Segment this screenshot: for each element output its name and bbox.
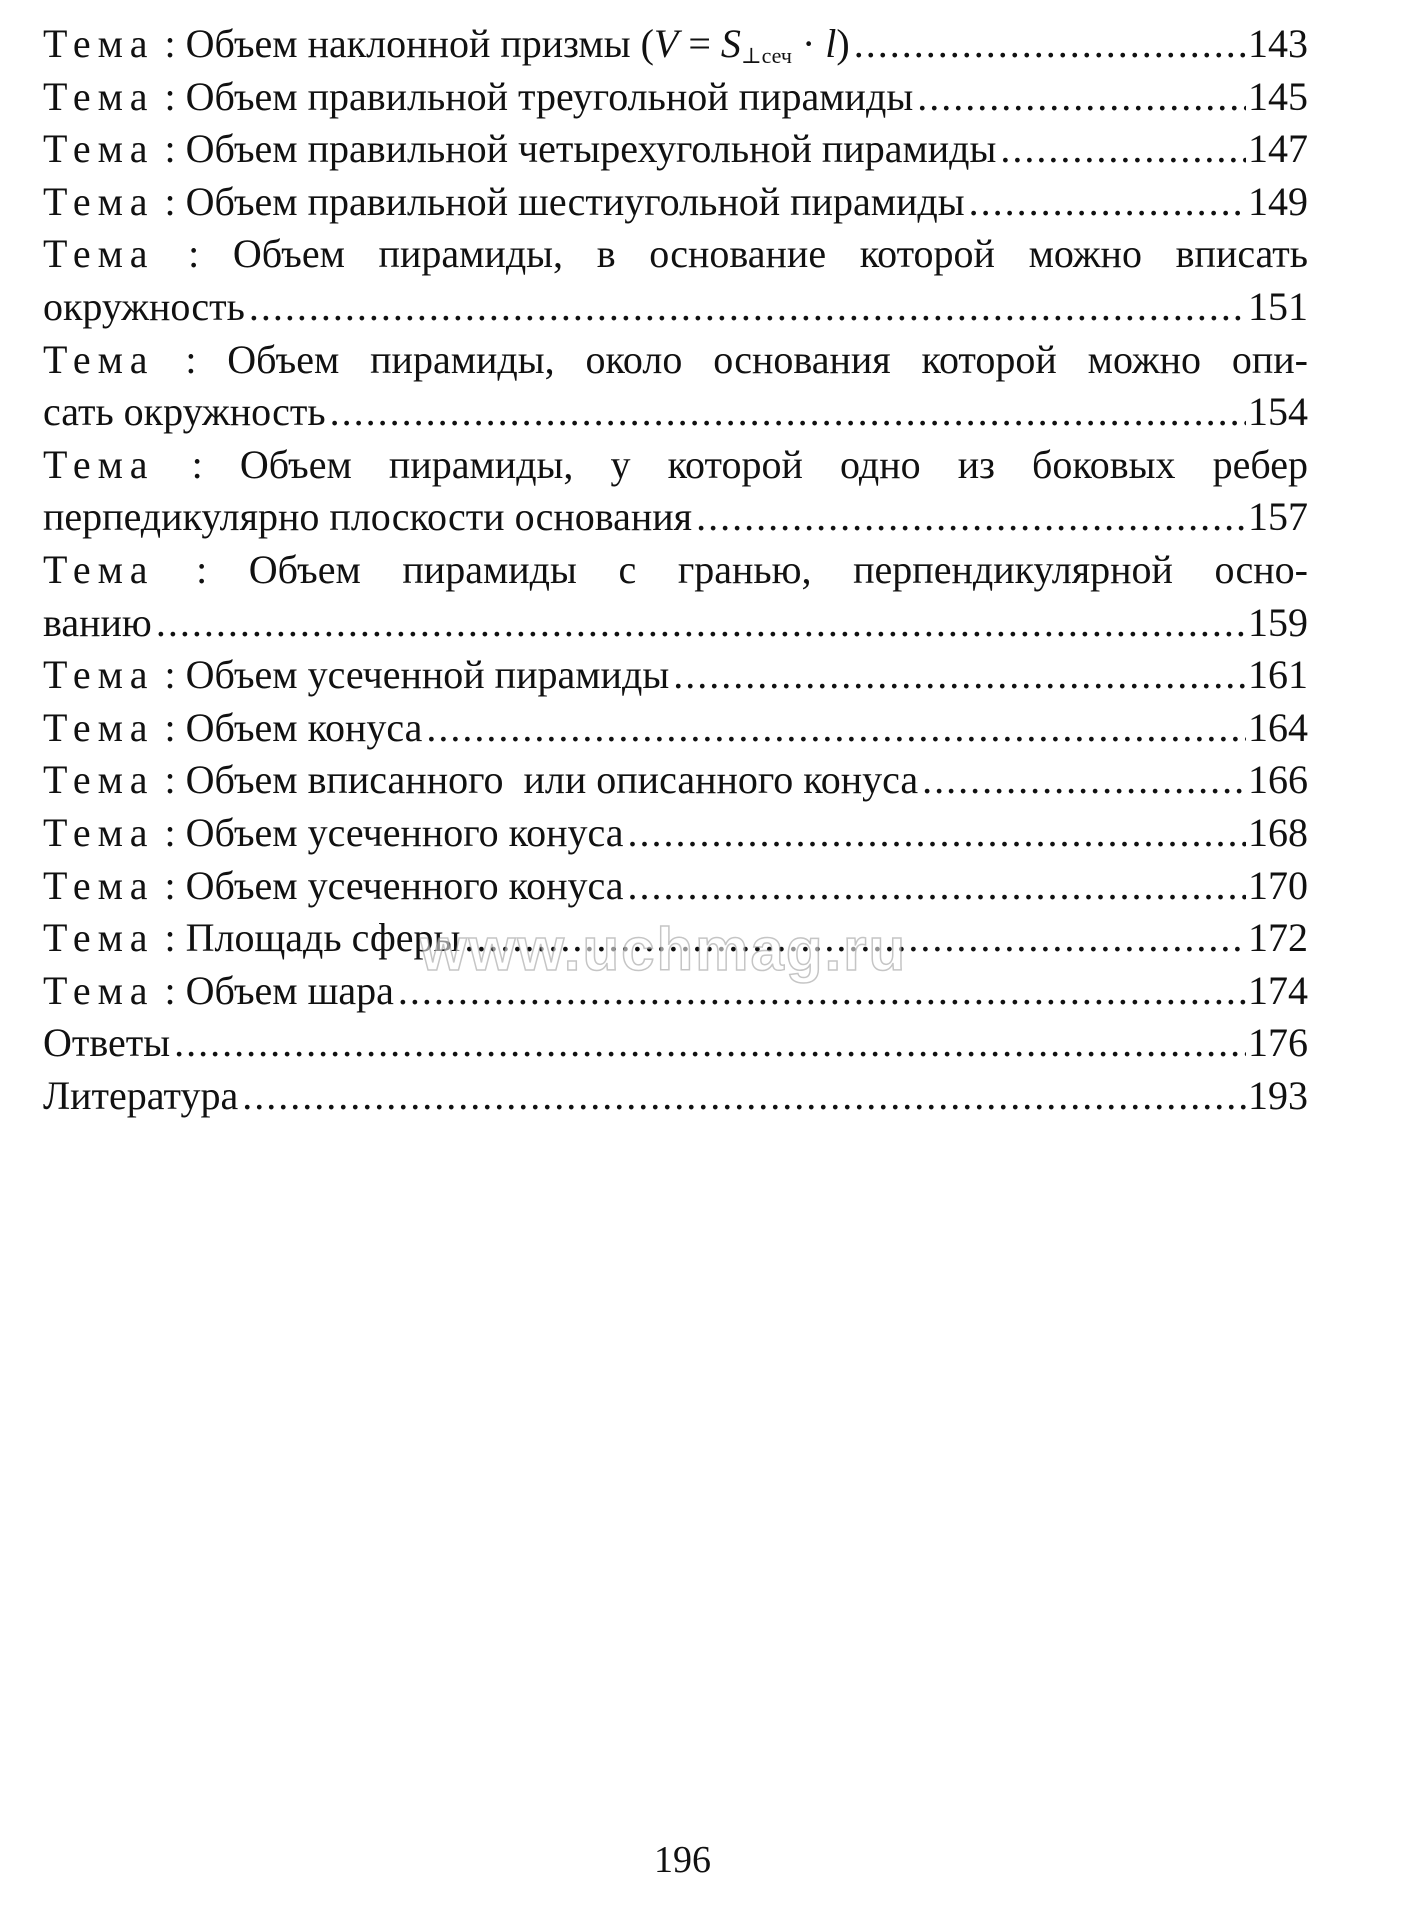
dot-leader	[156, 597, 1246, 650]
toc-entry-label: Тема	[43, 73, 155, 119]
dot-leader	[917, 71, 1246, 124]
toc-entry-label: Тема	[43, 809, 155, 855]
toc-entry-title: Объем пирамиды, у которой одно из боковых ребер	[239, 441, 1308, 487]
toc-entry[interactable]: Тема : Объем шара ..... 174	[43, 965, 1308, 1018]
toc-entry-label: Тема	[43, 21, 155, 66]
dot-leader	[854, 18, 1246, 71]
toc-entry-label: Тема	[43, 546, 155, 592]
toc-entry[interactable]	[43, 1017, 1308, 1070]
dot-leader	[673, 649, 1246, 702]
toc-page-number: 149	[1248, 178, 1308, 224]
toc-entry-title-cont: сать окружность	[43, 389, 326, 435]
toc-entry-title-cont: перпедикулярно плоскости основания	[43, 494, 693, 540]
toc-entry-title: Объем усеченной пирамиды	[185, 652, 670, 698]
toc-page-number: 164	[1248, 704, 1308, 750]
dot-leader	[969, 176, 1246, 229]
formula: $V = S_{\perp сеч} \cdot l$	[653, 21, 837, 68]
toc-entry-title: Объем пирамиды, около основания которой можно опи-	[227, 336, 1308, 382]
toc-entry-title: Площадь сферы	[185, 915, 461, 961]
toc-entry[interactable]: Тема : Объем усеченной пирамиды ..... 161	[43, 649, 1308, 702]
dot-leader	[627, 860, 1246, 913]
dot-leader	[242, 1070, 1246, 1123]
toc-entry-title: Объем пирамиды, в основание которой можно вписать	[232, 231, 1308, 277]
toc-entry[interactable]: Тема : Объем пирамиды, у которой одно из боковых ребер перпедикулярно плоскости основания ..... 157	[43, 439, 1308, 544]
toc-page-number: 172	[1248, 915, 1308, 961]
toc-entry[interactable]: Тема : Объем правильной треугольной пирамиды ..... 145	[43, 71, 1308, 124]
toc-entry-title: Объем пирамиды с гранью, перпендикулярной осно-	[248, 546, 1308, 592]
toc-page-number: 154	[1248, 389, 1308, 435]
toc-page-number: 159	[1248, 599, 1308, 645]
toc-entry-title: Объем усеченного конуса	[185, 862, 624, 908]
toc-entry[interactable]	[43, 1070, 1308, 1123]
toc-entry[interactable]: Тема : Площадь сферы ..... 172	[43, 912, 1308, 965]
dot-leader	[249, 281, 1246, 334]
toc-entry[interactable]: Тема : Объем правильной шестиугольной пирамиды ..... 149	[43, 176, 1308, 229]
toc-entry-label: Тема	[43, 862, 155, 908]
table-of-contents	[43, 18, 1308, 1122]
dot-leader	[426, 702, 1246, 755]
toc-page-number: 170	[1248, 862, 1308, 908]
toc-page-number: 161	[1248, 652, 1308, 698]
toc-entry-title: Ответы	[43, 1020, 171, 1066]
toc-entry-title: Литература	[43, 1072, 239, 1118]
toc-entry-title-cont: ванию	[43, 599, 152, 645]
toc-entry-title: Объем правильной шестиугольной пирамиды	[185, 178, 965, 224]
toc-entry[interactable]: Тема : Объем усеченного конуса ..... 168	[43, 807, 1308, 860]
toc-page-number: 143	[1248, 21, 1308, 66]
toc-entry-label: Тема	[43, 652, 155, 698]
toc-entry-title-cont: окружность	[43, 283, 245, 329]
toc-entry[interactable]: Тема : Объем пирамиды, около основания которой можно опи- сать окружность ..... 154	[43, 334, 1308, 439]
toc-entry[interactable]: Тема : Объем конуса ..... 164	[43, 702, 1308, 755]
toc-entry[interactable]: Тема : Объем наклонной призмы ( $V = S_{\perp сеч} \cdot l$ ) ..... 143	[43, 18, 1308, 71]
toc-page-number: 176	[1248, 1020, 1308, 1066]
dot-leader	[398, 965, 1246, 1018]
toc-entry-label: Тема	[43, 178, 155, 224]
watermark: www.uchmag.ru	[420, 916, 908, 983]
toc-entry-title: Объем усеченного конуса	[185, 809, 624, 855]
toc-entry[interactable]: Тема : Объем правильной четырехугольной пирамиды ..... 147	[43, 123, 1308, 176]
dot-leader	[174, 1017, 1246, 1070]
toc-page-number: 147	[1248, 126, 1308, 172]
toc-page-number: 193	[1248, 1072, 1308, 1118]
dot-leader	[627, 807, 1246, 860]
toc-page-number: 157	[1248, 494, 1308, 540]
toc-entry-label: Тема	[43, 915, 155, 961]
toc-entry-title: Объем вписанного или описанного конуса	[185, 757, 919, 803]
toc-entry[interactable]: Тема : Объем вписанного или описанного конуса ..... 166	[43, 754, 1308, 807]
toc-page-number: 145	[1248, 73, 1308, 119]
dot-leader	[330, 386, 1246, 439]
toc-entry-title: Объем правильной четырехугольной пирамиды	[185, 126, 997, 172]
dot-leader	[464, 912, 1246, 965]
toc-entry[interactable]: Тема : Объем пирамиды с гранью, перпендикулярной осно- ванию ..... 159	[43, 544, 1308, 649]
toc-entry-title: Объем правильной треугольной пирамиды	[185, 73, 914, 119]
toc-page-number: 166	[1248, 757, 1308, 803]
toc-entry-label: Тема	[43, 757, 155, 803]
toc-entry-label: Тема	[43, 231, 155, 277]
toc-entry[interactable]: Тема : Объем усеченного конуса ..... 170	[43, 860, 1308, 913]
dot-leader	[696, 491, 1246, 544]
toc-page-number: 174	[1248, 967, 1308, 1013]
toc-entry-label: Тема	[43, 704, 155, 750]
toc-page-number: 168	[1248, 809, 1308, 855]
toc-entry-title: Объем шара	[185, 967, 394, 1013]
page-number: 196	[654, 1839, 711, 1881]
toc-entry-label: Тема	[43, 967, 155, 1013]
toc-entry-label: Тема	[43, 126, 155, 172]
toc-entry-title: Объем конуса	[185, 704, 423, 750]
toc-entry-label: Тема	[43, 441, 155, 487]
dot-leader	[922, 754, 1246, 807]
toc-entry-label: Тема	[43, 336, 155, 382]
toc-page-number: 151	[1248, 283, 1308, 329]
toc-entry[interactable]: Тема : Объем пирамиды, в основание которой можно вписать окружность ..... 151	[43, 228, 1308, 333]
toc-entry-title: Объем наклонной призмы (	[185, 21, 654, 66]
dot-leader	[1000, 123, 1246, 176]
